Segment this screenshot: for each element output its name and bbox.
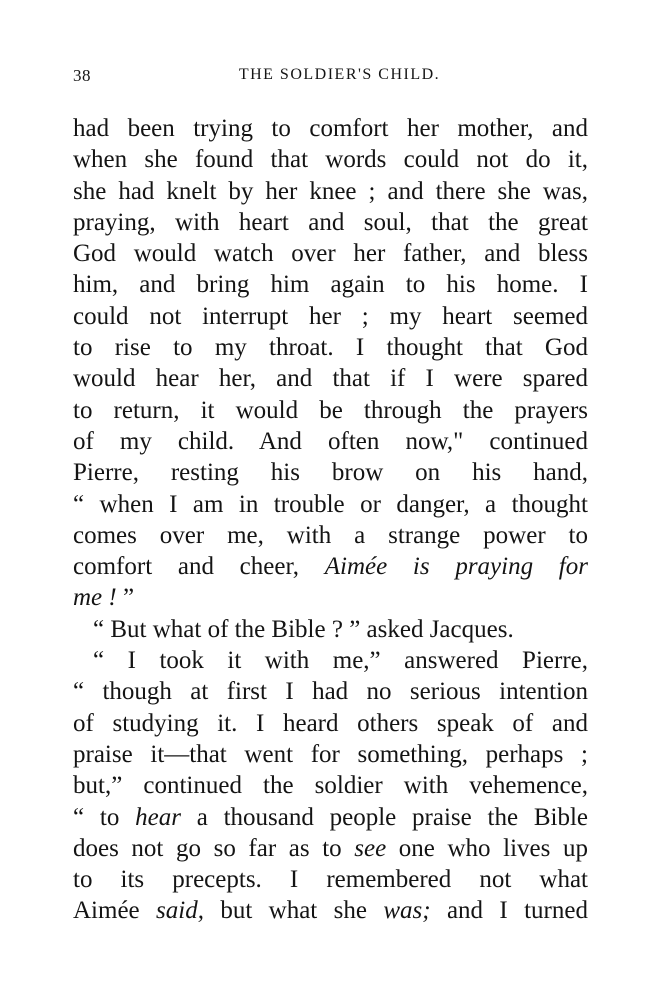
- text-segment: to its precepts. I remembered not what: [73, 866, 588, 894]
- text-segment: “ to: [73, 803, 136, 831]
- text-line: [73, 770, 588, 801]
- text-segment: “ when I am in trouble or danger, a thought: [73, 490, 588, 518]
- text-line: [73, 113, 588, 144]
- text-segment: of studying it. I heard others speak of and: [73, 709, 588, 737]
- text-segment: “ though at first I had no serious intention: [73, 678, 588, 706]
- text-line: [73, 802, 588, 833]
- text-segment: she had knelt by her knee ; and there she was,: [73, 177, 588, 205]
- text-line: [73, 614, 588, 645]
- running-title: THE SOLDIER'S CHILD.: [238, 66, 441, 83]
- text-line: [73, 301, 588, 332]
- text-line: [73, 520, 588, 551]
- text-segment: a thousand people praise the Bible: [180, 803, 589, 831]
- text-segment: praying, with heart and soul, that the great: [73, 208, 588, 236]
- text-segment: of my child. And often now," continued: [73, 427, 588, 455]
- italic-text: Aimée is praying for: [324, 553, 588, 581]
- text-segment: when she found that words could not do it,: [73, 146, 588, 174]
- text-segment: one who lives up: [386, 834, 588, 862]
- text-segment: to rise to my throat. I thought that God: [73, 334, 588, 362]
- italic-text: was;: [383, 897, 431, 925]
- text-line: [73, 176, 588, 207]
- text-segment: “ But what of the Bible ? ” asked Jacques.: [93, 615, 514, 643]
- text-line: [73, 363, 588, 394]
- text-line: [73, 207, 588, 238]
- text-segment: “ I took it with me,” answered Pierre,: [93, 647, 588, 675]
- page-number: 38: [73, 66, 91, 85]
- text-line: [73, 833, 588, 864]
- text-line: [73, 739, 588, 770]
- page-header: [73, 66, 588, 88]
- italic-text: see: [354, 834, 387, 862]
- text-segment: comfort and cheer,: [73, 553, 325, 581]
- text-line: [73, 395, 588, 426]
- italic-text: me !: [73, 584, 117, 612]
- text-line: [73, 676, 588, 707]
- text-segment: but what she: [203, 897, 384, 925]
- text-line: [73, 489, 588, 520]
- text-segment: does not go so far as to: [73, 834, 355, 862]
- text-segment: Aimée: [73, 897, 157, 925]
- text-segment: him, and bring him again to his home. I: [73, 271, 588, 299]
- text-segment: could not interrupt her ; my heart seemed: [73, 302, 588, 330]
- text-line: [73, 332, 588, 363]
- text-segment: and I turned: [430, 897, 588, 925]
- text-segment: ”: [116, 584, 135, 612]
- body-text: [73, 113, 588, 927]
- text-segment: but,” continued the soldier with vehemence,: [73, 772, 588, 800]
- text-line: [73, 269, 588, 300]
- text-line: [73, 144, 588, 175]
- text-segment: praise it—that went for something, perhaps ;: [73, 740, 588, 768]
- text-line: [73, 645, 588, 676]
- text-line: [73, 895, 588, 926]
- text-line: [73, 238, 588, 269]
- text-line: [73, 457, 588, 488]
- text-segment: Pierre, resting his brow on his hand,: [73, 459, 588, 487]
- text-segment: God would watch over her father, and bless: [73, 240, 588, 268]
- text-segment: comes over me, with a strange power to: [73, 521, 588, 549]
- italic-text: hear: [135, 803, 181, 831]
- text-line: [73, 426, 588, 457]
- text-segment: would hear her, and that if I were spared: [73, 365, 588, 393]
- text-line: [73, 708, 588, 739]
- text-segment: to return, it would be through the prayers: [73, 396, 588, 424]
- text-line: [73, 864, 588, 895]
- text-line: [73, 551, 588, 582]
- text-line: [73, 582, 588, 613]
- text-segment: had been trying to comfort her mother, and: [73, 115, 588, 142]
- italic-text: said,: [156, 897, 204, 925]
